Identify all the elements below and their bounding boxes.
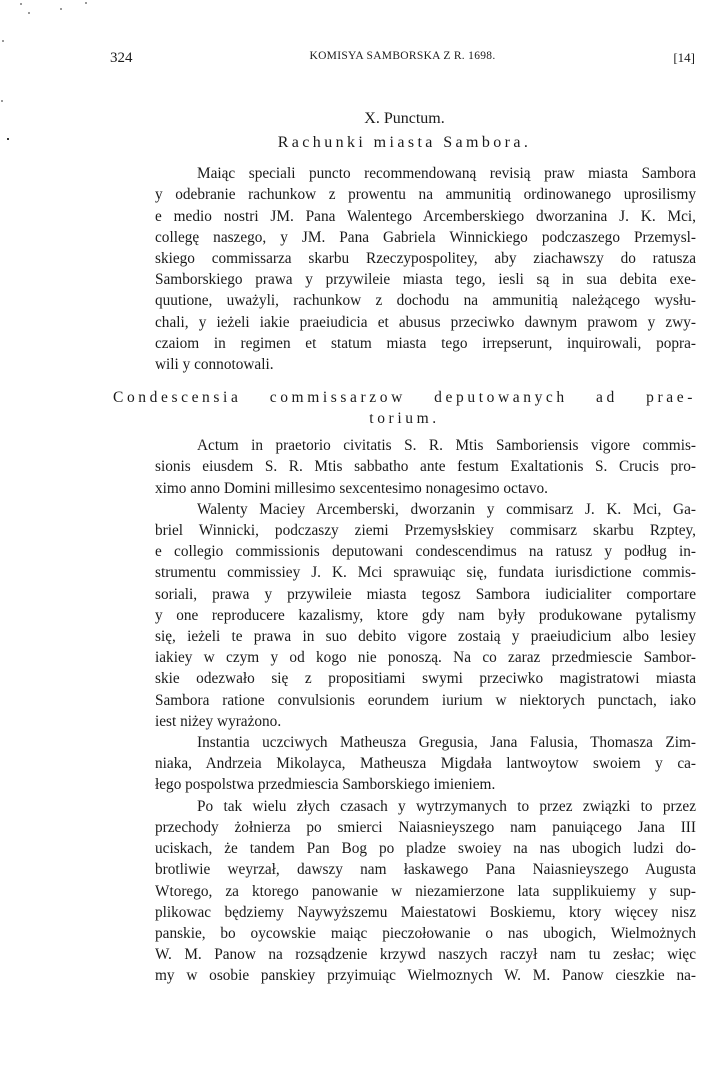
text-line: panskie, bo oycowskie maiąc pieczołowanie o nas ubogich, Wielmożnych [155, 924, 696, 942]
running-title: KOMISYA SAMBORSKA Z R. 1698. [309, 50, 496, 62]
text-line: Sambora ratione convulsionis eorundem iurium w niektorych punctach, iako [155, 691, 696, 709]
text-line: soriali, prawa y przywileie miasta tegosz Sambora iudicialiter comportare [155, 585, 696, 603]
text-line: chali, y ieżeli iakie praeiudicia et abusus przeciwko dawnym prawom y zwy- [155, 313, 696, 331]
page-number: 324 [110, 50, 133, 66]
text-line: skiego commissarza skarbu Rzeczypospolitey, aby ziachawszy do ratusza [155, 250, 696, 268]
text-line: Wtorego, za ktorego panowanie w niezamierzone lata supplikuiemy y sup- [155, 882, 696, 900]
text-line: collegę naszego, y JM. Pana Gabriela Winnickiego podczaszego Przemysl- [155, 228, 696, 246]
text-line: skie odezwało się z propositiami swymi przeciwko magistratowi miasta [155, 670, 696, 688]
text-line: iakiey w czym y od kogo nie ponoszą. Na co zaraz przedmiescie Sambor- [155, 649, 696, 667]
text-line: niaka, Andrzeia Mikolayca, Matheusza Migdała lantwoytow swoiem y ca- [155, 755, 696, 773]
text-line: uciskach, że tandem Pan Bog po pladze swoiey na nas ubogich ludzi do- [155, 840, 696, 858]
paragraph-1 [113, 163, 696, 375]
text-line: y odebranie rachunkow z prowentu na ammunitią ordinowanego uprosilismy [155, 186, 696, 204]
scan-speck [7, 138, 9, 140]
signature-mark: [14] [673, 50, 695, 65]
text-line: Instantia uczciwych Matheusza Gregusia, Jana Falusia, Thomasza Zim- [197, 734, 696, 752]
text-line: Walenty Maciey Arcemberski, dworzanin y commisarz J. K. Mci, Ga- [197, 500, 696, 518]
paragraph-2 [113, 435, 696, 499]
scan-speck [2, 40, 4, 42]
paragraph-4 [113, 732, 696, 796]
scan-speck [28, 12, 30, 14]
body-text [113, 108, 696, 987]
text-line: W. M. Panow na rozsądzenie krzywd naszych raczył nam tu zesłac; więc [155, 946, 696, 964]
scan-speck [1, 100, 3, 102]
scan-speck [60, 8, 62, 10]
paragraph-5 [113, 796, 696, 987]
text-line: e collegio commissionis deputowani condescendimus na ratusz y podług in- [155, 543, 696, 561]
text-line: przechody żołnierza po smierci Naiasnieyszego nam panuiącego Jana III [155, 818, 696, 836]
heading-line: torium. [369, 410, 440, 428]
scan-speck [85, 2, 87, 4]
text-line: e medio nostri JM. Pana Walentego Arcemberskiego dworzanina J. K. Mci, [155, 207, 696, 225]
text-line: sionis eiusdem S. R. Mtis sabbatho ante festum Exaltationis S. Crucis pro- [155, 458, 696, 476]
text-line: iest niżey wyrażono. [155, 712, 282, 730]
heading-line: Condescensia commissarzow deputowanych ad prae- [113, 389, 696, 407]
text-line: czaiom in regimen et statum miasta tego irrepserunt, inquirowali, popra- [155, 334, 696, 352]
text-line: plikowac będziemy Naywyższemu Maiestatowi Boskiemu, ktory więcey nisz [155, 903, 696, 921]
section-subheading: Rachunki miasta Sambora. [277, 134, 532, 151]
text-line: brotliwie weyrzał, dawszy nam łaskawego Pana Naiasnieyszego Augusta [155, 861, 696, 879]
section-heading: X. Punctum. [364, 110, 445, 127]
paragraph-3 [113, 499, 696, 732]
running-header [110, 48, 695, 70]
text-line: y one reproducere kazalismy, ktore gdy nam były produkowane pytalismy [155, 606, 696, 624]
text-line: Samborskiego prawa y przywileie miasta tego, iesli są in sua debita exe- [155, 271, 696, 289]
text-line: się, ieżeli te prawa in suo debito vigore zostaią y praeiudicium albo lesiey [155, 628, 696, 646]
text-line: łego pospolstwa przedmiescia Samborskiego imieniem. [155, 776, 496, 794]
text-line: quutione, uważyli, rachunkow z dochodu na ammunitią należącego wysłu- [155, 292, 696, 310]
text-line: ximo anno Domini millesimo sexcentesimo nonagesimo octavo. [155, 479, 548, 497]
text-line: my w osobie panskiey przyimuiąc Wielmoznych W. M. Panow cieszkie na- [155, 967, 696, 985]
text-line: Po tak wielu złych czasach y wytrzymanych to przez związki to przez [197, 797, 696, 815]
text-line: strumentu commissiey J. K. Mci sprawuiąc się, fundata iurisdictione commis- [155, 564, 696, 582]
text-line: Maiąc speciali puncto recommendowaną revisią praw miasta Sambora [197, 165, 696, 183]
section2-heading [113, 387, 696, 429]
scan-speck [20, 3, 22, 5]
text-line: briel Winnicki, podczaszy ziemi Przemysłskiey commisarz skarbu Rzptey, [155, 522, 696, 540]
text-line: Actum in praetorio civitatis S. R. Mtis Samboriensis vigore commis- [197, 437, 696, 455]
text-line: wili y connotowali. [155, 356, 274, 374]
